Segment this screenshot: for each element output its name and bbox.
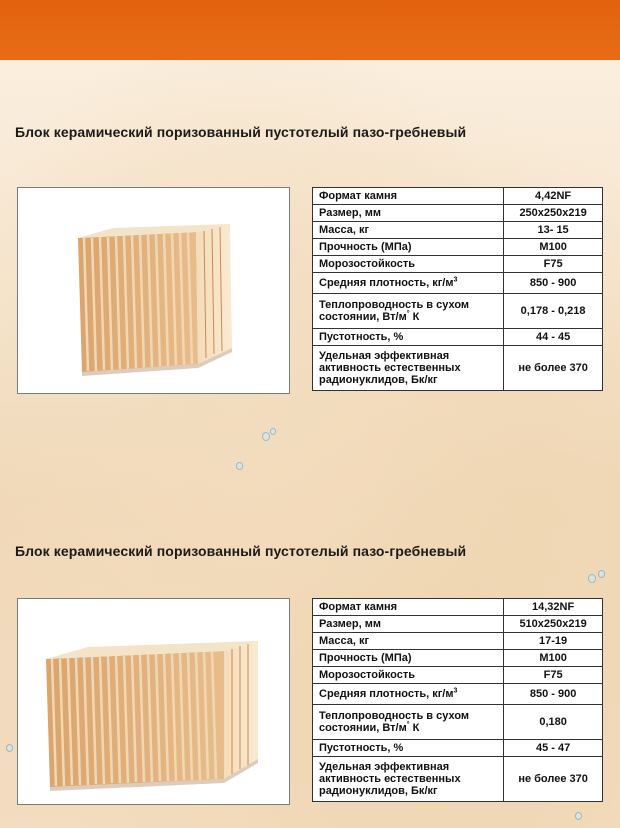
water-drop (236, 462, 243, 470)
section-2-title: Блок керамический поризованный пустотелый пазо-гребневый (15, 543, 467, 559)
spec-value: 0,180 (504, 705, 603, 740)
table-row (313, 239, 603, 256)
spec-value: 850 - 900 (504, 684, 603, 705)
spec-label: Средняя плотность, $кг/м^3$ (313, 273, 504, 294)
table-row (313, 633, 603, 650)
spec-label: Прочность (МПа) (313, 650, 504, 667)
table-row (313, 616, 603, 633)
spec-label: Прочность (МПа) (313, 239, 504, 256)
brick-image-box-1 (17, 187, 290, 394)
table-row (313, 740, 603, 757)
spec-label: Удельная эффективная активность естественных радионуклидов, Бк/кг (313, 757, 504, 802)
spec-value: 17-19 (504, 633, 603, 650)
table-row (313, 599, 603, 616)
water-drop (262, 432, 270, 441)
ceramic-block-image (18, 599, 289, 804)
spec-label: Средняя плотность, $кг/м^3$ (313, 684, 504, 705)
spec-label: Размер, мм (313, 616, 504, 633)
spec-label: Масса, кг (313, 222, 504, 239)
spec-value: 45 - 47 (504, 740, 603, 757)
ceramic-block-image (18, 188, 289, 393)
water-drop (575, 812, 582, 820)
spec-label: Формат камня (313, 599, 504, 616)
spec-label: Пустотность, % (313, 329, 504, 346)
table-row (313, 705, 603, 740)
spec-value: не более 370 (504, 346, 603, 391)
spec-value: F75 (504, 256, 603, 273)
spec-value: F75 (504, 667, 603, 684)
spec-value: М100 (504, 239, 603, 256)
spec-label: Удельная эффективная активность естественных радионуклидов, Бк/кг (313, 346, 504, 391)
spec-table-1 (312, 187, 603, 391)
spec-value: 4,42NF (504, 188, 603, 205)
section-1-title: Блок керамический поризованный пустотелый пазо-гребневый (15, 124, 467, 140)
spec-value: 13- 15 (504, 222, 603, 239)
table-row (313, 346, 603, 391)
water-drop (588, 574, 596, 583)
spec-label: Размер, мм (313, 205, 504, 222)
brick-image-box-2 (17, 598, 290, 805)
spec-value: 14,32NF (504, 599, 603, 616)
spec-label: Формат камня (313, 188, 504, 205)
table-row (313, 667, 603, 684)
table-row (313, 256, 603, 273)
table-row (313, 294, 603, 329)
spec-label: Теплопроводность в сухом состоянии, Вт/м° К (313, 294, 504, 329)
spec-table-2 (312, 598, 603, 802)
table-row (313, 684, 603, 705)
spec-value: 44 - 45 (504, 329, 603, 346)
spec-label: Морозостойкость (313, 256, 504, 273)
table-row (313, 222, 603, 239)
spec-value: не более 370 (504, 757, 603, 802)
table-row (313, 205, 603, 222)
water-drop (270, 428, 276, 435)
table-row (313, 650, 603, 667)
water-drop (6, 744, 13, 752)
spec-value: 510x250x219 (504, 616, 603, 633)
spec-label: Масса, кг (313, 633, 504, 650)
spec-label: Пустотность, % (313, 740, 504, 757)
table-row (313, 329, 603, 346)
table-row (313, 188, 603, 205)
spec-value: М100 (504, 650, 603, 667)
spec-value: 850 - 900 (504, 273, 603, 294)
table-row (313, 757, 603, 802)
spec-label: Морозостойкость (313, 667, 504, 684)
spec-value: 0,178 - 0,218 (504, 294, 603, 329)
table-row (313, 273, 603, 294)
header-band (0, 0, 620, 60)
water-drop (598, 570, 605, 578)
spec-label: Теплопроводность в сухом состоянии, Вт/м° К (313, 705, 504, 740)
spec-value: 250x250x219 (504, 205, 603, 222)
